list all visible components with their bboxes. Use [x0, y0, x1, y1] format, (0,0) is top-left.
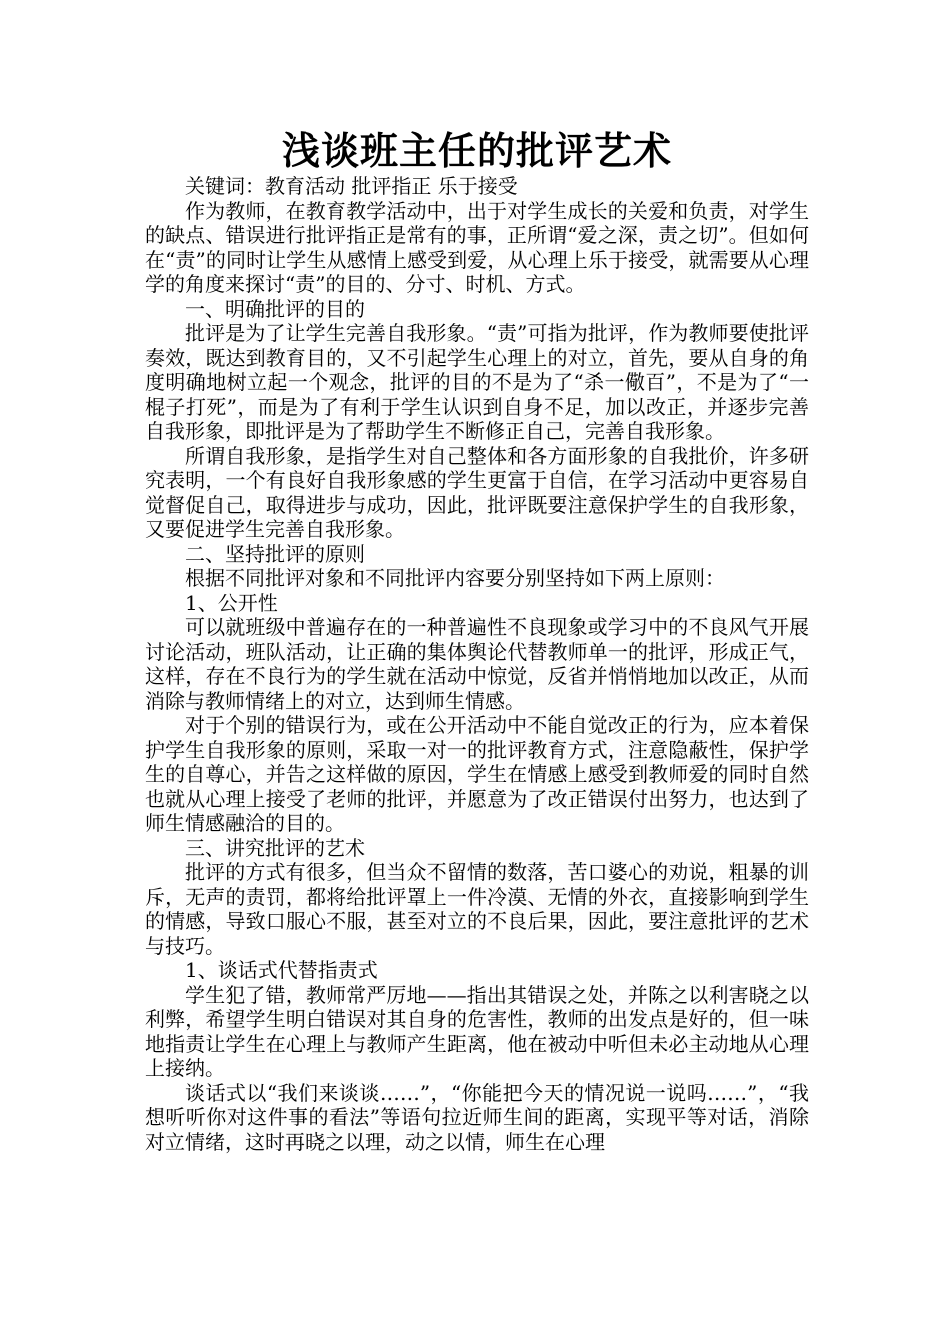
body-paragraph: 谈话式以“我们来谈谈……”，“你能把今天的情况说一说吗……”，“我想听听你对这件事的看法”等语句拉近师生间的距离，实现平等对话，消除对立情绪，这时再晓之以理，动之以情，师生在心理 [145, 1080, 809, 1154]
section-heading: 二、坚持批评的原则 [185, 541, 365, 566]
body-paragraph: 学生犯了错，教师常严厉地——指出其错误之处，并陈之以利害晓之以利弊，希望学生明白错误对其自身的危害性，教师的出发点是好的，但一味地指责让学生在心理上与教师产生距离，他在被动中听但未必主动地从心理上接纳。 [145, 982, 809, 1080]
body-paragraph: 批评的方式有很多，但当众不留情的数落，苦口婆心的劝说，粗暴的训斥，无声的责罚，都将给批评罩上一件冷漠、无情的外衣，直接影响到学生的情感，导致口服心不服，甚至对立的不良后果，因此，要注意批评的艺术与技巧。 [145, 860, 809, 958]
body-paragraph: 作为教师，在教育教学活动中，出于对学生成长的关爱和负责，对学生的缺点、错误进行批评指正是常有的事，正所谓“爱之深，责之切”。但如何在“责”的同时让学生从感情上感受到爱，从心理上乐于接受，就需要从心理学的角度来探讨“责”的目的、分寸、时机、方式。 [145, 198, 809, 296]
section-heading: 1、公开性 [185, 590, 278, 615]
section-heading: 三、讲究批评的艺术 [185, 835, 365, 860]
document-page [145, 128, 809, 1154]
body-paragraph: 可以就班级中普遍存在的一种普遍性不良现象或学习中的不良风气开展讨论活动，班队活动，让正确的集体舆论代替教师单一的批评，形成正气，这样，存在不良行为的学生就在活动中惊觉，反省并悄悄地加以改正，从而消除与教师情绪上的对立，达到师生情感。 [145, 615, 809, 713]
keywords-line: 关键词：教育活动 批评指正 乐于接受 [185, 174, 518, 198]
document-body [145, 199, 809, 1155]
body-paragraph: 对于个别的错误行为，或在公开活动中不能自觉改正的行为，应本着保护学生自我形象的原则，采取一对一的批评教育方式，注意隐蔽性，保护学生的自尊心，并告之这样做的原因，学生在情感上感受到教师爱的同时自然也就从心理上接受了老师的批评，并愿意为了改正错误付出努力，也达到了师生情感融洽的目的。 [145, 713, 809, 835]
body-paragraph: 所谓自我形象，是指学生对自己整体和各方面形象的自我批价，许多研究表明，一个有良好自我形象感的学生更富于自信，在学习活动中更容易自觉督促自己，取得进步与成功，因此，批评既要注意保护学生的自我形象，又要促进学生完善自我形象。 [145, 443, 809, 541]
body-paragraph: 根据不同批评对象和不同批评内容要分别坚持如下两上原则： [185, 566, 725, 590]
section-heading: 1、谈话式代替指责式 [185, 958, 378, 982]
section-heading: 一、明确批评的目的 [185, 296, 365, 321]
document-title: 浅谈班主任的批评艺术 [281, 128, 672, 173]
body-paragraph: 批评是为了让学生完善自我形象。“责”可指为批评，作为教师要使批评奏效，既达到教育目的，又不引起学生心理上的对立，首先，要从自身的角度明确地树立起一个观念，批评的目的不是为了“杀一儆百”，不是为了“一棍子打死”，而是为了有利于学生认识到自身不足，加以改正，并逐步完善自我形象，即批评是为了帮助学生不断修正自己，完善自我形象。 [145, 321, 809, 443]
